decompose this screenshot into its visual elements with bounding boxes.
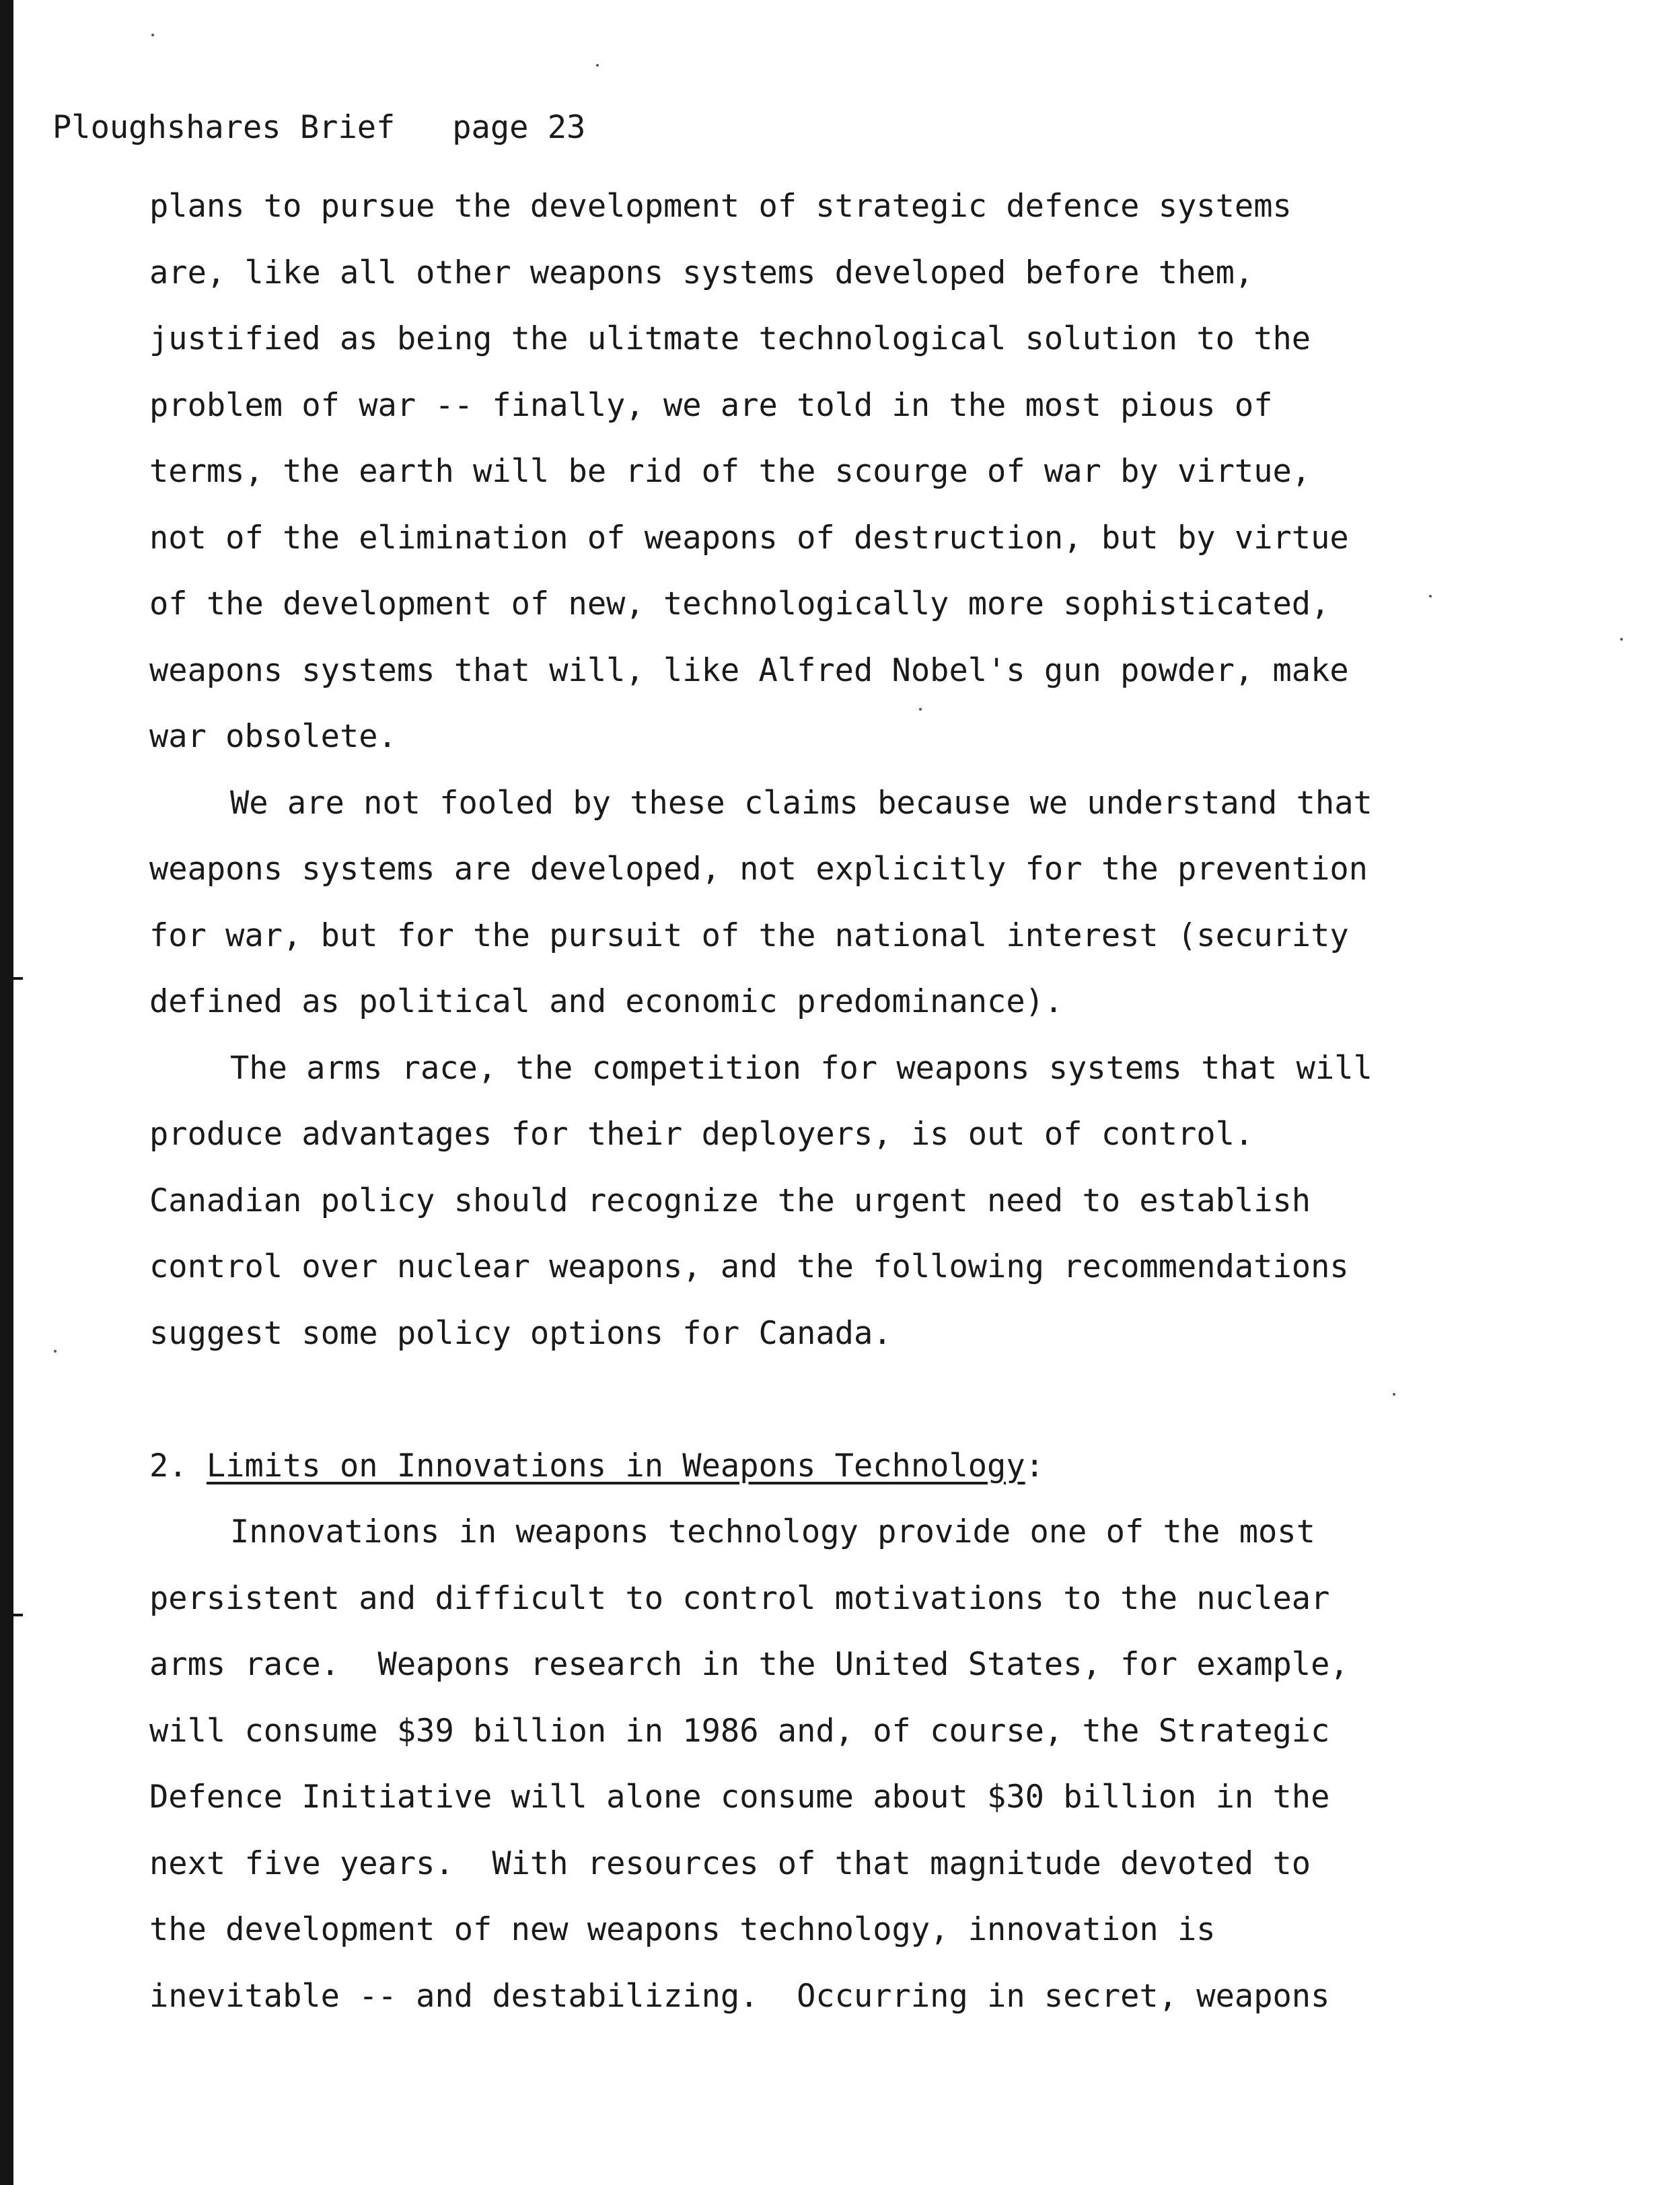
- paragraph-claims: [149, 771, 1502, 1036]
- text-line: produce advantages for their deployers, is out of control.: [149, 1116, 1254, 1153]
- text-line: defined as political and economic predominance).: [149, 983, 1064, 1020]
- text-line: are, like all other weapons systems developed before them,: [149, 254, 1254, 291]
- text-line: will consume $39 billion in 1986 and, of course, the Strategic: [149, 1712, 1330, 1750]
- text-line: of the development of new, technologically more sophisticated,: [149, 585, 1330, 622]
- text-line: for war, but for the pursuit of the national interest (security: [149, 917, 1349, 954]
- text-line: not of the elimination of weapons of destruction, but by virtue: [149, 519, 1349, 557]
- section-title: Limits on Innovations in Weapons Technology: [206, 1447, 1025, 1484]
- scan-speck: [596, 64, 599, 67]
- text-line: justified as being the ulitmate technological solution to the: [149, 320, 1311, 357]
- paragraph-innovations: [149, 1499, 1502, 2030]
- scan-speck: [54, 1350, 57, 1353]
- page-header: [52, 108, 585, 148]
- text-line: problem of war -- finally, we are told in the most pious of: [149, 386, 1273, 424]
- text-line: Canadian policy should recognize the urgent need to establish: [149, 1182, 1311, 1219]
- text-line: Innovations in weapons technology provide one of the most: [230, 1513, 1315, 1550]
- paragraph-arms-race: [149, 1036, 1502, 1367]
- section-title-colon: :: [1025, 1447, 1044, 1484]
- document-body: [149, 174, 1502, 2030]
- scan-speck: [1620, 638, 1623, 641]
- text-line: terms, the earth will be rid of the scourge of war by virtue,: [149, 453, 1311, 490]
- text-line: arms race. Weapons research in the United States, for example,: [149, 1646, 1349, 1683]
- section-number: 2.: [149, 1447, 188, 1484]
- scan-left-edge: [0, 0, 13, 2185]
- text-line: control over nuclear weapons, and the following recommendations: [149, 1248, 1349, 1285]
- text-line: persistent and difficult to control motivations to the nuclear: [149, 1579, 1330, 1617]
- scan-edge-mark: [13, 977, 23, 980]
- page-number: page 23: [452, 109, 586, 146]
- text-line: Defence Initiative will alone consume about $30 billion in the: [149, 1779, 1330, 1816]
- scan-speck: [151, 34, 154, 36]
- section-heading: [149, 1433, 1502, 1500]
- text-line: inevitable -- and destabilizing. Occurring in secret, weapons: [149, 1977, 1330, 2015]
- text-line: The arms race, the competition for weapons systems that will: [230, 1049, 1373, 1087]
- section-spacer: [149, 1367, 1502, 1433]
- text-line: war obsolete.: [149, 718, 397, 755]
- text-line: the development of new weapons technology, innovation is: [149, 1911, 1216, 1948]
- text-line: plans to pursue the development of strategic defence systems: [149, 188, 1292, 225]
- text-line: weapons systems are developed, not explicitly for the prevention: [149, 851, 1368, 888]
- text-line: next five years. With resources of that magnitude devoted to: [149, 1844, 1311, 1882]
- paragraph-continued: [149, 174, 1502, 771]
- text-line: suggest some policy options for Canada.: [149, 1314, 892, 1352]
- text-line: weapons systems that will, like Alfred Nobel's gun powder, make: [149, 651, 1349, 689]
- header-title: Ploughshares Brief: [52, 109, 396, 146]
- scan-edge-mark: [13, 1614, 23, 1616]
- text-line: We are not fooled by these claims because we understand that: [230, 784, 1373, 822]
